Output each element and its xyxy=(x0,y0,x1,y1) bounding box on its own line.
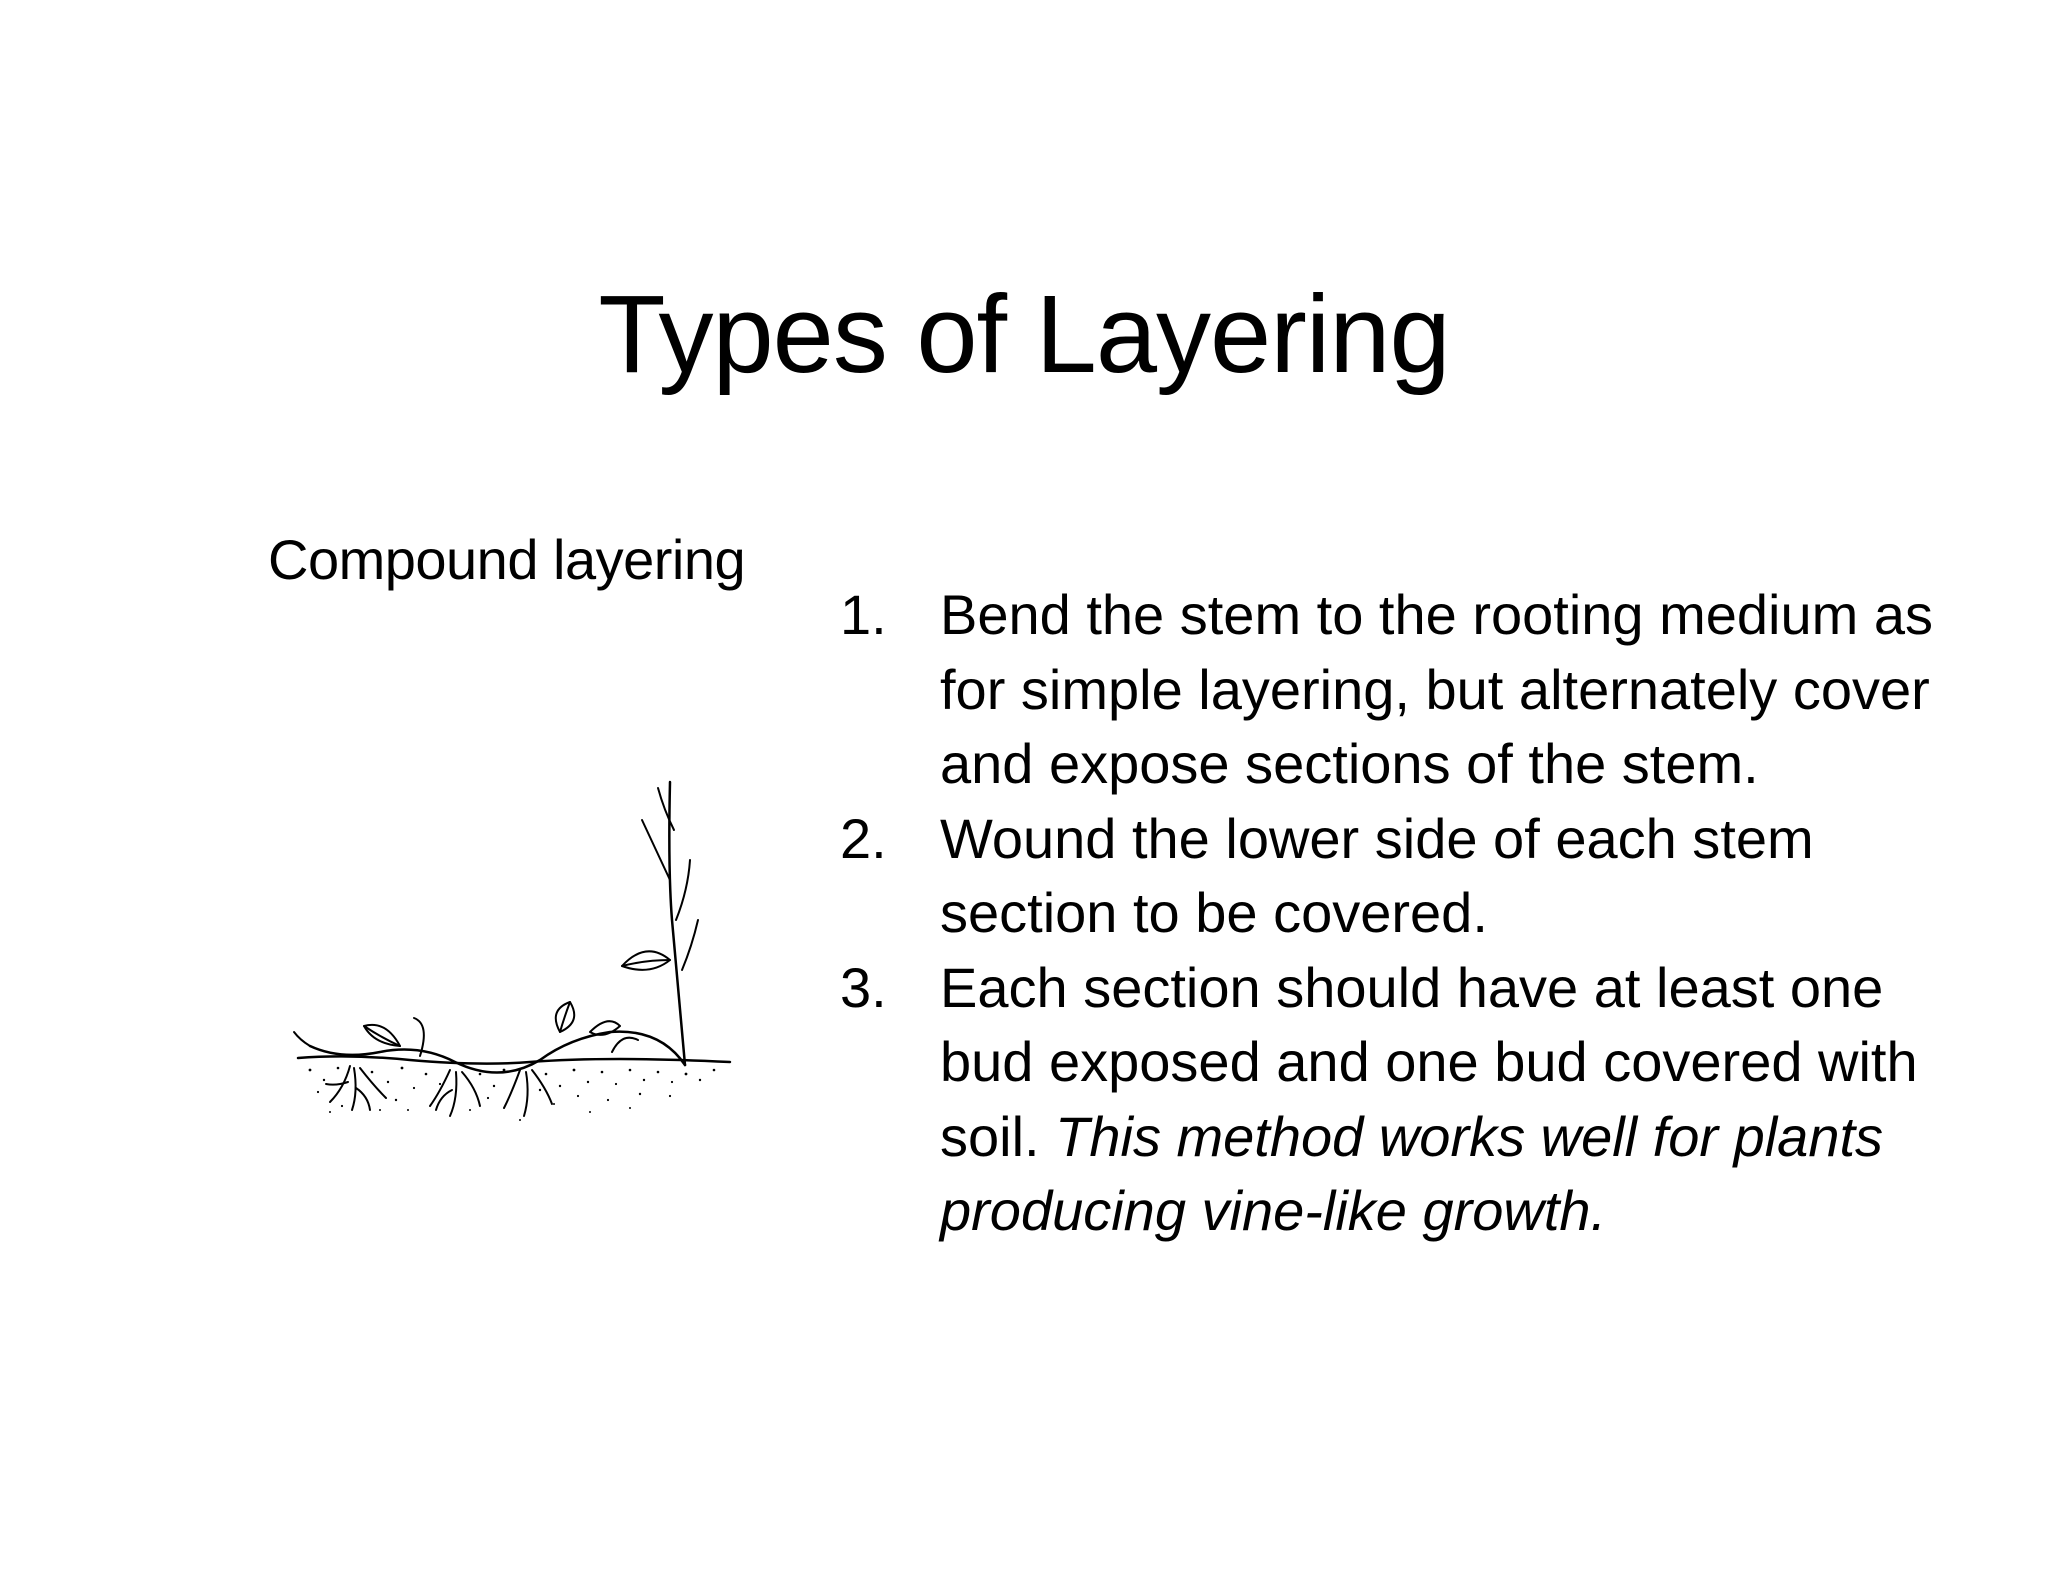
steps-list xyxy=(840,578,1990,1249)
step-text: Bend the stem to the rooting medium as for simple layering, but alternately cover and expose sections of the stem. xyxy=(940,583,1933,795)
section-subtitle: Compound layering xyxy=(268,528,746,591)
step-number: 3. xyxy=(840,955,887,1019)
step-note: This method works well for plants producing vine-like growth. xyxy=(940,1104,1884,1242)
compound-layering-plant-drawing-icon xyxy=(290,770,750,1150)
slide-title: Types of Layering xyxy=(598,273,1450,396)
step-text: Each section should have at least one bud exposed and one bud covered with soil. xyxy=(940,955,1918,1168)
step-number: 2. xyxy=(840,806,887,870)
list-item xyxy=(840,802,1990,951)
step-number: 1. xyxy=(840,583,887,646)
list-item xyxy=(840,578,1990,802)
list-item xyxy=(840,951,1990,1249)
step-text: Wound the lower side of each stem section to be covered. xyxy=(940,806,1814,944)
